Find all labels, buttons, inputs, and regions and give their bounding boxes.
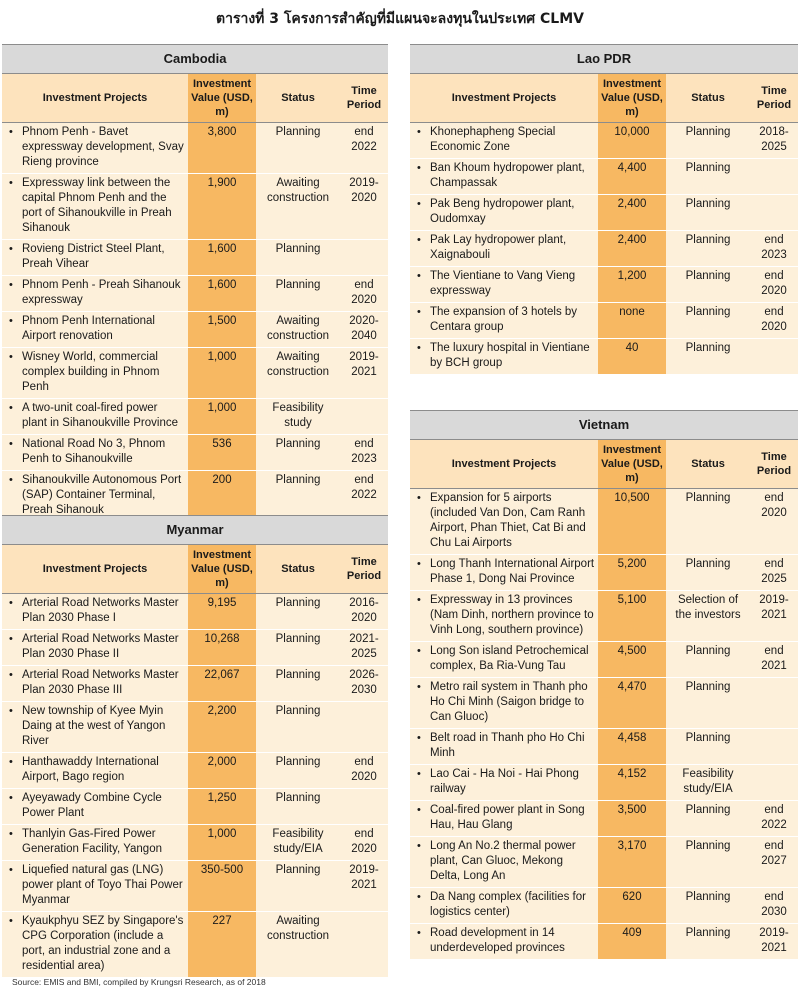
header-value: Investment Value (USD, m) [598,74,666,122]
project-cell [2,665,188,701]
time-cell [750,764,798,800]
header-status: Status [666,440,750,488]
bullet-icon: • [417,890,421,903]
time-cell: end 2022 [340,470,388,521]
time-cell: 2021-2025 [340,629,388,665]
project-cell [410,122,598,158]
panel-title-myanmar: Myanmar [2,515,388,545]
panel-title-vietnam: Vietnam [410,410,798,440]
project-name: Road development in 14 underdeveloped provinces [430,926,565,954]
cambodia-panel [2,44,388,522]
panel-title-cambodia: Cambodia [2,44,388,74]
status-cell: Planning [256,470,340,521]
status-cell: Planning [666,887,750,923]
bullet-icon: • [9,791,13,804]
table-row [410,764,798,800]
bullet-icon: • [417,341,421,354]
project-name: Arterial Road Networks Master Plan 2030 Phase III [22,668,179,696]
project-cell [410,887,598,923]
bullet-icon: • [9,125,13,138]
value-cell: 409 [598,923,666,959]
header-time: Time Period [750,440,798,488]
project-cell [2,701,188,752]
project-cell [410,677,598,728]
myanmar-table [2,545,388,978]
table-row [410,122,798,158]
project-cell [410,641,598,677]
table-row [410,158,798,194]
project-name: Long An No.2 thermal power plant, Can Gluoc, Mekong Delta, Long An [430,839,576,882]
status-cell: Planning [256,593,340,629]
table-row [2,629,388,665]
bullet-icon: • [9,401,13,414]
table-row [2,665,388,701]
project-name: Rovieng District Steel Plant, Preah Vihear [22,242,165,270]
bullet-icon: • [417,161,421,174]
project-cell [410,554,598,590]
status-cell: Planning [666,728,750,764]
table-row [2,434,388,470]
value-cell: 9,195 [188,593,256,629]
bullet-icon: • [417,731,421,744]
header-status: Status [256,545,340,593]
project-name: Lao Cai - Ha Noi - Hai Phong railway [430,767,579,795]
project-cell [2,824,188,860]
table-row [2,752,388,788]
value-cell: 200 [188,470,256,521]
value-cell: 3,500 [598,800,666,836]
status-cell: Planning [666,554,750,590]
table-row [410,923,798,959]
table-row [2,275,388,311]
header-value: Investment Value (USD, m) [598,440,666,488]
bullet-icon: • [9,668,13,681]
project-cell [410,230,598,266]
time-cell: 2019-2020 [340,173,388,239]
project-name: Belt road in Thanh pho Ho Chi Minh [430,731,585,759]
bullet-icon: • [417,803,421,816]
status-cell: Planning [666,194,750,230]
time-cell: end 2021 [750,641,798,677]
status-cell: Planning [256,860,340,911]
value-cell: 1,000 [188,398,256,434]
table-row [2,398,388,434]
project-cell [2,788,188,824]
value-cell: 3,170 [598,836,666,887]
table-row [410,194,798,230]
cambodia-table [2,74,388,522]
project-cell [410,488,598,554]
project-cell [410,338,598,374]
project-name: A two-unit coal-fired power plant in Sihanoukville Province [22,401,178,429]
status-cell: Planning [666,836,750,887]
value-cell: none [598,302,666,338]
time-cell: end 2030 [750,887,798,923]
table-row [410,800,798,836]
status-cell: Planning [256,122,340,173]
time-cell: 2026-2030 [340,665,388,701]
project-cell [2,434,188,470]
status-cell: Feasibility study/EIA [256,824,340,860]
time-cell [750,677,798,728]
time-cell: 2016-2020 [340,593,388,629]
value-cell: 4,458 [598,728,666,764]
project-name: New township of Kyee Myin Daing at the west of Yangon River [22,704,166,747]
status-cell: Awaiting construction [256,347,340,398]
time-cell [340,239,388,275]
laos-panel [410,44,798,375]
value-cell: 4,500 [598,641,666,677]
project-name: Expressway in 13 provinces (Nam Dinh, northern province to Vinh Long, southern province) [430,593,594,636]
header-status: Status [256,74,340,122]
bullet-icon: • [9,176,13,189]
project-cell [2,752,188,788]
project-cell [410,158,598,194]
laos-rows [410,122,798,374]
value-cell: 4,152 [598,764,666,800]
bullet-icon: • [417,269,421,282]
myanmar-panel [2,515,388,978]
project-cell [410,764,598,800]
project-name: Ban Khoum hydropower plant, Champassak [430,161,585,189]
time-cell [340,788,388,824]
time-cell: end 2020 [750,488,798,554]
time-cell: 2020-2040 [340,311,388,347]
project-cell [2,629,188,665]
bullet-icon: • [9,632,13,645]
bullet-icon: • [9,314,13,327]
time-cell: end 2023 [750,230,798,266]
time-cell: 2019-2021 [750,923,798,959]
cambodia-rows [2,122,388,521]
table-row [2,824,388,860]
time-cell [750,338,798,374]
bullet-icon: • [9,863,13,876]
project-name: Thanlyin Gas-Fired Power Generation Facility, Yangon [22,827,162,855]
header-project: Investment Projects [2,545,188,593]
value-cell: 10,500 [598,488,666,554]
myanmar-rows [2,593,388,977]
project-name: Phnom Penh International Airport renovation [22,314,155,342]
project-name: Arterial Road Networks Master Plan 2030 Phase II [22,632,179,660]
table-row [410,836,798,887]
value-cell: 1,250 [188,788,256,824]
project-cell [2,398,188,434]
project-name: National Road No 3, Phnom Penh to Sihanoukville [22,437,166,465]
table-row [410,554,798,590]
project-name: Expressway link between the capital Phnom Penh and the port of Sihanoukville in Preah Sihanouk [22,176,172,234]
header-value: Investment Value (USD, m) [188,74,256,122]
time-cell: end 2022 [750,800,798,836]
project-cell [410,728,598,764]
value-cell: 10,000 [598,122,666,158]
project-cell [2,173,188,239]
time-cell: 2019-2021 [750,590,798,641]
value-cell: 1,500 [188,311,256,347]
time-cell: end 2022 [340,122,388,173]
table-row [410,230,798,266]
status-cell: Planning [256,275,340,311]
project-cell [410,302,598,338]
time-cell [340,911,388,977]
status-cell: Planning [256,665,340,701]
bullet-icon: • [9,827,13,840]
table-row [2,860,388,911]
status-cell: Selection of the investors [666,590,750,641]
bullet-icon: • [417,839,421,852]
status-cell: Planning [666,122,750,158]
value-cell: 4,470 [598,677,666,728]
header-time: Time Period [340,74,388,122]
value-cell: 536 [188,434,256,470]
project-name: Pak Lay hydropower plant, Xaignabouli [430,233,567,261]
project-name: Khonephapheng Special Economic Zone [430,125,556,153]
project-name: Long Thanh International Airport Phase 1, Dong Nai Province [430,557,595,585]
bullet-icon: • [9,473,13,486]
status-cell: Planning [256,788,340,824]
page-title: ตารางที่ 3 โครงการสำคัญที่มีแผนจะลงทุนในประเทศ CLMV [216,11,584,27]
value-cell: 1,900 [188,173,256,239]
project-name: The luxury hospital in Vientiane by BCH group [430,341,590,369]
header-project: Investment Projects [410,440,598,488]
project-name: Wisney World, commercial complex building in Phnom Penh [22,350,160,393]
table-row [410,677,798,728]
value-cell: 1,000 [188,347,256,398]
header-time: Time Period [750,74,798,122]
project-cell [410,194,598,230]
status-cell: Planning [256,434,340,470]
header-time: Time Period [340,545,388,593]
status-cell: Planning [666,338,750,374]
table-row [2,470,388,521]
status-cell: Planning [666,158,750,194]
bullet-icon: • [9,755,13,768]
status-cell: Planning [666,302,750,338]
time-cell: 2019-2021 [340,860,388,911]
value-cell: 2,400 [598,230,666,266]
bullet-icon: • [9,704,13,717]
time-cell [750,194,798,230]
time-cell: end 2027 [750,836,798,887]
project-cell [2,311,188,347]
status-cell: Planning [666,266,750,302]
value-cell: 2,200 [188,701,256,752]
status-cell: Planning [666,488,750,554]
bullet-icon: • [417,767,421,780]
vietnam-table [410,440,798,960]
project-name: Phnom Penh - Bavet expressway development, Svay Rieng province [22,125,184,168]
header-project: Investment Projects [2,74,188,122]
table-row [2,701,388,752]
time-cell [340,398,388,434]
bullet-icon: • [417,926,421,939]
project-cell [2,347,188,398]
project-name: Metro rail system in Thanh pho Ho Chi Minh (Saigon bridge to Can Gluoc) [430,680,588,723]
table-row [410,887,798,923]
table-row [410,488,798,554]
project-cell [410,836,598,887]
value-cell: 5,100 [598,590,666,641]
header-status: Status [666,74,750,122]
status-cell: Awaiting construction [256,173,340,239]
status-cell: Planning [666,677,750,728]
project-cell [2,593,188,629]
time-cell: 2018-2025 [750,122,798,158]
status-cell: Planning [256,701,340,752]
table-row [2,347,388,398]
bullet-icon: • [417,491,421,504]
status-cell: Planning [256,239,340,275]
value-cell: 10,268 [188,629,256,665]
project-name: Ayeyawady Combine Cycle Power Plant [22,791,162,819]
bullet-icon: • [417,593,421,606]
status-cell: Feasibility study/EIA [666,764,750,800]
value-cell: 5,200 [598,554,666,590]
project-name: Expansion for 5 airports (included Van Don, Cam Ranh Airport, Phan Thiet, Cat Bi and Chu Lai Airports [430,491,586,549]
project-name: Liquefied natural gas (LNG) power plant of Toyo Thai Power Myanmar [22,863,183,906]
bullet-icon: • [9,278,13,291]
value-cell: 1,600 [188,275,256,311]
project-name: The Vientiane to Vang Vieng expressway [430,269,576,297]
time-cell: end 2025 [750,554,798,590]
project-cell [2,275,188,311]
bullet-icon: • [9,350,13,363]
bullet-icon: • [9,914,13,927]
project-name: Sihanoukville Autonomous Port (SAP) Container Terminal, Preah Sihanouk [22,473,182,516]
value-cell: 4,400 [598,158,666,194]
bullet-icon: • [417,233,421,246]
status-cell: Planning [666,923,750,959]
time-cell: end 2020 [750,266,798,302]
project-name: Pak Beng hydropower plant, Oudomxay [430,197,575,225]
project-cell [410,266,598,302]
status-cell: Awaiting construction [256,311,340,347]
project-cell [410,800,598,836]
project-cell [2,470,188,521]
value-cell: 620 [598,887,666,923]
time-cell [750,728,798,764]
panel-title-laos: Lao PDR [410,44,798,74]
project-name: Kyaukphyu SEZ by Singapore's CPG Corporation (include a port, an industrial zone and a residential area) [22,914,184,972]
table-row [410,590,798,641]
status-cell: Awaiting construction [256,911,340,977]
header-project: Investment Projects [410,74,598,122]
vietnam-panel [410,410,798,960]
project-cell [2,860,188,911]
time-cell: end 2020 [340,824,388,860]
table-row [410,728,798,764]
source-note: Source: EMIS and BMI, compiled by Krungsri Research, as of 2018 [12,977,266,987]
status-cell: Planning [666,641,750,677]
status-cell: Planning [666,800,750,836]
value-cell: 2,000 [188,752,256,788]
bullet-icon: • [417,557,421,570]
project-cell [2,911,188,977]
table-row [2,173,388,239]
table-row [2,788,388,824]
time-cell: 2019-2021 [340,347,388,398]
status-cell: Planning [666,230,750,266]
bullet-icon: • [417,197,421,210]
time-cell: end 2023 [340,434,388,470]
value-cell: 1,000 [188,824,256,860]
value-cell: 350-500 [188,860,256,911]
table-row [2,311,388,347]
value-cell: 40 [598,338,666,374]
bullet-icon: • [417,305,421,318]
laos-table [410,74,798,375]
value-cell: 1,600 [188,239,256,275]
project-name: Da Nang complex (facilities for logistics center) [430,890,586,918]
value-cell: 22,067 [188,665,256,701]
time-cell: end 2020 [340,752,388,788]
vietnam-rows [410,488,798,959]
project-name: Long Son island Petrochemical complex, Ba Ria-Vung Tau [430,644,589,672]
bullet-icon: • [9,242,13,255]
bullet-icon: • [417,644,421,657]
project-cell [2,122,188,173]
project-cell [410,923,598,959]
bullet-icon: • [9,437,13,450]
project-name: Phnom Penh - Preah Sihanouk expressway [22,278,181,306]
table-row [410,302,798,338]
value-cell: 2,400 [598,194,666,230]
table-row [2,122,388,173]
header-value: Investment Value (USD, m) [188,545,256,593]
project-name: Coal-fired power plant in Song Hau, Hau Glang [430,803,585,831]
time-cell: end 2020 [340,275,388,311]
value-cell: 227 [188,911,256,977]
table-row [410,266,798,302]
status-cell: Planning [256,629,340,665]
project-cell [410,590,598,641]
table-row [2,911,388,977]
value-cell: 1,200 [598,266,666,302]
time-cell [750,158,798,194]
value-cell: 3,800 [188,122,256,173]
bullet-icon: • [417,680,421,693]
table-row [410,641,798,677]
bullet-icon: • [417,125,421,138]
time-cell [340,701,388,752]
project-name: The expansion of 3 hotels by Centara group [430,305,578,333]
table-row [2,239,388,275]
time-cell: end 2020 [750,302,798,338]
status-cell: Feasibility study [256,398,340,434]
bullet-icon: • [9,596,13,609]
table-row [410,338,798,374]
status-cell: Planning [256,752,340,788]
project-name: Hanthawaddy International Airport, Bago region [22,755,159,783]
table-row [2,593,388,629]
project-name: Arterial Road Networks Master Plan 2030 Phase I [22,596,179,624]
project-cell [2,239,188,275]
